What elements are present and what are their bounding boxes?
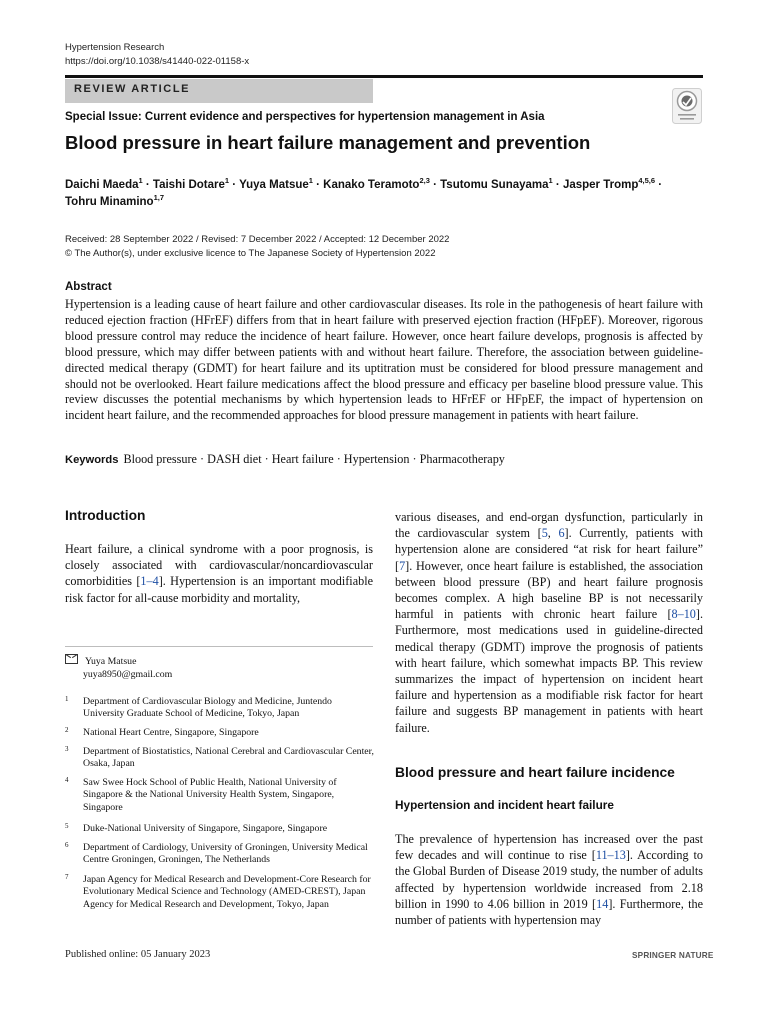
citation-link[interactable]: 8–10 <box>671 607 696 622</box>
subsection-heading: Hypertension and incident heart failure <box>395 798 614 812</box>
affiliation-item <box>65 823 375 837</box>
affiliation-item <box>65 696 375 722</box>
author-affiliation: 1,7 <box>153 193 165 202</box>
footnote-rule <box>65 646 373 647</box>
affiliation-item <box>65 777 375 815</box>
doi-link[interactable]: https://doi.org/10.1038/s41440-022-01158-x <box>65 56 250 67</box>
text-run: ]. Hypertension is an important modifiable risk factor for all-cause morbidity and mortality, <box>65 574 373 605</box>
introduction-paragraph <box>65 541 373 606</box>
text-run: ]. Currently, patients with hypertension alone are considered “at risk for heart failure” [ <box>395 526 703 573</box>
published-date: Published online: 05 January 2023 <box>65 949 211 960</box>
citation-link[interactable]: 6 <box>558 526 565 541</box>
text-run: , <box>547 526 559 541</box>
special-issue: Special Issue: Current evidence and perspectives for hypertension management in Asia <box>65 111 545 123</box>
corresponding-author: Yuya Matsue <box>85 656 137 667</box>
text-run: ]. Furthermore, the number of patients with hypertension may <box>395 896 703 928</box>
keywords-label: Keywords <box>65 454 119 466</box>
keywords <box>65 452 505 467</box>
author-name[interactable]: Tohru Minamino <box>65 196 154 208</box>
check-for-updates-badge[interactable] <box>672 88 702 124</box>
affiliation-number: 3 <box>65 745 69 753</box>
article-type-label: REVIEW ARTICLE <box>74 83 191 95</box>
affiliation-item <box>65 842 375 868</box>
corresponding-email[interactable]: yuya8950@gmail.com <box>83 669 173 680</box>
article-title: Blood pressure in heart failure management and prevention <box>65 132 591 153</box>
affiliation-text: Duke-National University of Singapore, Singapore, Singapore <box>83 823 328 834</box>
affiliation-text: Department of Cardiology, University of Groningen, University Medical Centre Groningen, Groningen, The Netherlands <box>83 842 368 866</box>
section-heading: Blood pressure and heart failure incidence <box>395 765 675 780</box>
author-name[interactable]: Daichi Maeda <box>65 179 139 191</box>
author-name[interactable]: Kanako Teramoto <box>323 179 420 191</box>
affiliation-number: 2 <box>65 726 69 734</box>
text-run: various diseases, and end-organ dysfunction, particularly in the cardiovascular system [ <box>395 510 703 541</box>
header-rule <box>65 75 703 78</box>
affiliation-text: Saw Swee Hock School of Public Health, National University of Singapore & the National University Health System, Singapore, Singapore <box>83 777 337 813</box>
publisher-logo: SPRINGER NATURE <box>632 951 714 960</box>
journal-name: Hypertension Research <box>65 42 165 53</box>
author-name[interactable]: Yuya Matsue <box>239 179 309 191</box>
text-run: The prevalence of hypertension has increased over the past few decades and will continue to rise [ <box>395 832 703 863</box>
text-run: ]. However, once heart failure is established, the association between blood pressure (BP) and heart failure prognosis becomes complex. A high baseline BP is not necessarily harmful in patients with chronic heart failure [ <box>395 558 703 622</box>
introduction-heading: Introduction <box>65 508 146 523</box>
affiliation-item <box>65 746 375 772</box>
text-run: ]. Furthermore, most medications used in guideline-directed medical therapy (GDMT) improve the prognosis of patients with heart failure, which somewhat impacts BP. This review summarizes the impact of hypertension on incident heart failure and hypertension as a modifiable risk factor for heart failure and suggests BP management in patients with heart failure. <box>395 607 703 735</box>
copyright-line: © The Author(s), under exclusive licence to The Japanese Society of Hypertension 2022 <box>65 248 436 259</box>
affiliation-number: 4 <box>65 776 69 784</box>
affiliation-text: Department of Cardiovascular Biology and Medicine, Juntendo University Graduate School of Medicine, Tokyo, Japan <box>83 696 332 720</box>
author-name[interactable]: Taishi Dotare <box>152 179 225 191</box>
affiliation-number: 6 <box>65 841 69 849</box>
affiliation-number: 5 <box>65 822 69 830</box>
author-affiliation: 1 <box>308 176 313 185</box>
article-type-bar <box>65 79 373 103</box>
citation-link[interactable]: 1–4 <box>140 574 159 589</box>
check-for-updates-icon <box>672 88 702 124</box>
correspondence-block <box>65 654 172 681</box>
affiliation-text: National Heart Centre, Singapore, Singapore <box>83 727 259 738</box>
envelope-icon <box>65 654 78 664</box>
author-affiliation: 1 <box>224 176 230 185</box>
citation-link[interactable]: 7 <box>399 558 406 573</box>
author-affiliation: 2,3 <box>419 176 430 185</box>
body-paragraph <box>395 831 703 928</box>
article-dates <box>65 233 449 261</box>
affiliation-number: 1 <box>65 695 69 703</box>
author-name[interactable]: Jasper Tromp <box>562 179 639 191</box>
author-affiliation: 4,5,6 <box>638 176 656 185</box>
affiliation-number: 7 <box>65 873 69 881</box>
affiliation-text: Department of Biostatistics, National Cerebral and Cardiovascular Center, Osaka, Japan <box>83 746 374 770</box>
author-name[interactable]: Tsutomu Sunayama <box>440 179 549 191</box>
affiliation-item <box>65 727 375 741</box>
journal-header <box>65 41 249 69</box>
author-affiliation: 1 <box>138 176 143 185</box>
citation-link[interactable]: 5 <box>541 526 548 541</box>
affiliation-item <box>65 874 375 926</box>
body-paragraph <box>395 509 703 736</box>
author-list: Daichi Maeda$^1$ · Taishi Dotare$^1$ · Yuya Matsue$^1$ · Kanako Teramoto$^{2,3}$ · Tsutomu Sunayama$^1$ · Jasper Tromp$^{4,5,6}$ · Tohru Minamino$^{1,7}$ <box>65 176 663 208</box>
author-affiliation: 1 <box>548 176 553 185</box>
affiliation-text: Japan Agency for Medical Research and Development-Core Research for Evolutionary Medical Science and Technology (AMED-CREST), Japan Agency for Medical Research and Development, Tokyo, Japan <box>83 874 371 910</box>
citation-link[interactable]: 11–13 <box>595 848 626 863</box>
citation-link[interactable]: 14 <box>596 896 609 911</box>
abstract-text: Hypertension is a leading cause of heart failure and other cardiovascular diseases. Its role in the pathogenesis of heart failure with reduced ejection fraction (HFrEF) differs from that in heart failure with preserved ejection fraction (HFpEF). Moreover, rigorous blood pressure control may reduce the incidence of heart failure. However, once heart failure develops, prognosis is affected by blood pressure, which may differ between patients with and without heart failure. Therefore, the association between guideline-directed medical therapy (GDMT) for heart failure and its uptitration must be considered for blood pressure management and should not be overlooked. Heart failure medications affect the blood pressure and efficacy per baseline blood pressure value. This review discusses the potential mechanisms by which hypertension leads to HFrEF or HFpEF, the impact of hypertension on incident heart failure, and the recommended approaches for blood pressure management in patients with heart failure. <box>65 297 703 423</box>
text-run: Heart failure, a clinical syndrome with a poor prognosis, is closely associated with cardiovascular/noncardiovascular comorbidities [ <box>65 542 373 589</box>
abstract-heading: Abstract <box>65 281 112 293</box>
history-dates: Received: 28 September 2022 / Revised: 7 December 2022 / Accepted: 12 December 2022 <box>65 234 450 245</box>
keywords-text: Blood pressure · DASH diet · Heart failure · Hypertension · Pharmacotherapy <box>123 452 505 466</box>
text-run: ]. According to the Global Burden of Disease 2019 study, the number of adults affected by hypertension worldwide increased from 2.18 billion in 1990 to 4.06 billion in 2019 [ <box>395 848 703 911</box>
check-for-updates-label <box>702 88 703 89</box>
